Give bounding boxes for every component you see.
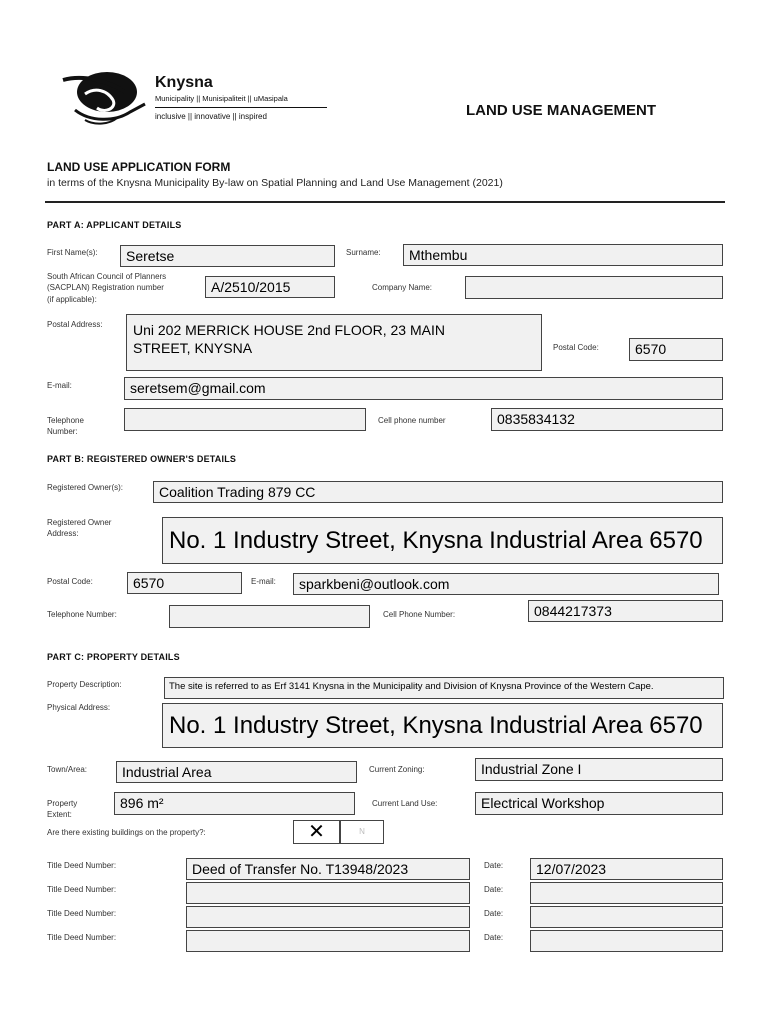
telephone-label-1: Telephone — [47, 416, 84, 425]
land-use-field[interactable]: Electrical Workshop — [475, 792, 723, 815]
sacplan-label-1: South African Council of Planners — [47, 272, 167, 281]
physical-address-label: Physical Address: — [47, 703, 111, 712]
header-rule — [155, 107, 327, 108]
owner-address-field[interactable]: No. 1 Industry Street, Knysna Industrial Area 6570 — [162, 517, 723, 564]
title-deed-field[interactable] — [186, 882, 470, 904]
owner-email-field[interactable]: sparkbeni@outlook.com — [293, 573, 719, 595]
first-name-field[interactable]: Seretse — [120, 245, 335, 267]
org-subtitle: Municipality || Munisipaliteit || uMasipala — [155, 94, 288, 103]
title-deed-field[interactable] — [186, 906, 470, 928]
part-c-heading: PART C: PROPERTY DETAILS — [47, 652, 180, 662]
owner-label: Registered Owner(s): — [47, 483, 124, 492]
extent-field[interactable]: 896 m² — [114, 792, 355, 815]
surname-field[interactable]: Mthembu — [403, 244, 723, 266]
extent-label-2: Extent: — [47, 810, 72, 819]
tagline: inclusive || innovative || inspired — [155, 112, 267, 121]
part-b-heading: PART B: REGISTERED OWNER'S DETAILS — [47, 454, 237, 464]
first-name-label: First Name(s): — [47, 248, 98, 257]
telephone-field[interactable] — [124, 408, 366, 431]
owner-cell-field[interactable]: 0844217373 — [528, 600, 723, 622]
sacplan-label-3: (if applicable): — [47, 295, 97, 304]
postal-address-line-1: Uni 202 MERRICK HOUSE 2nd FLOOR, 23 MAIN — [133, 322, 445, 338]
land-use-label: Current Land Use: — [372, 799, 438, 808]
title-deed-field[interactable] — [186, 930, 470, 952]
org-name: Knysna — [155, 74, 213, 91]
town-label: Town/Area: — [47, 765, 88, 774]
buildings-no-checkbox[interactable]: N — [340, 820, 384, 844]
title-deed-label: Title Deed Number: — [47, 933, 117, 942]
buildings-label: Are there existing buildings on the property?: — [47, 828, 206, 837]
date-field[interactable] — [530, 882, 723, 904]
date-field[interactable] — [530, 906, 723, 928]
owner-telephone-field[interactable] — [169, 605, 370, 628]
owner-postal-code-label: Postal Code: — [47, 577, 93, 586]
date-field[interactable] — [530, 930, 723, 952]
postal-address-field[interactable] — [126, 314, 542, 371]
company-label: Company Name: — [372, 283, 433, 292]
title-deed-field[interactable]: Deed of Transfer No. T13948/2023 — [186, 858, 470, 880]
date-label: Date: — [484, 885, 504, 894]
physical-address-field[interactable]: No. 1 Industry Street, Knysna Industrial Area 6570 — [162, 703, 723, 748]
form-title: LAND USE APPLICATION FORM — [47, 160, 231, 174]
extent-label-1: Property — [47, 799, 78, 808]
title-divider — [45, 201, 725, 203]
date-label: Date: — [484, 861, 504, 870]
owner-postal-code-field[interactable]: 6570 — [127, 572, 242, 594]
date-label: Date: — [484, 933, 504, 942]
title-deed-label: Title Deed Number: — [47, 861, 117, 870]
sacplan-label-2: (SACPLAN) Registration number — [47, 283, 164, 292]
property-description-field[interactable]: The site is referred to as Erf 3141 Knysna in the Municipality and Division of Knysna Province of the Western Cape. — [164, 677, 724, 699]
owner-telephone-label: Telephone Number: — [47, 610, 117, 619]
owner-address-label-1: Registered Owner — [47, 518, 112, 527]
postal-address-label: Postal Address: — [47, 320, 103, 329]
sacplan-field[interactable]: A/2510/2015 — [205, 276, 335, 298]
surname-label: Surname: — [346, 248, 381, 257]
knysna-logo — [55, 62, 155, 128]
form-subtitle: in terms of the Knysna Municipality By-law on Spatial Planning and Land Use Management (2021) — [47, 177, 503, 189]
postal-code-label: Postal Code: — [553, 343, 599, 352]
buildings-yes-checkbox[interactable]: ✕ — [293, 820, 340, 844]
email-label: E-mail: — [47, 381, 72, 390]
zoning-label: Current Zoning: — [369, 765, 425, 774]
property-description-label: Property Description: — [47, 680, 122, 689]
cell-label: Cell phone number — [378, 416, 446, 425]
date-label: Date: — [484, 909, 504, 918]
owner-field[interactable]: Coalition Trading 879 CC — [153, 481, 723, 503]
company-field[interactable] — [465, 276, 723, 299]
owner-email-label: E-mail: — [251, 577, 276, 586]
telephone-label-2: Number: — [47, 427, 78, 436]
department-title: LAND USE MANAGEMENT — [466, 102, 656, 119]
town-field[interactable]: Industrial Area — [116, 761, 357, 783]
cell-field[interactable]: 0835834132 — [491, 408, 723, 431]
postal-address-line-2: STREET, KNYSNA — [133, 340, 253, 356]
zoning-field[interactable]: Industrial Zone I — [475, 758, 723, 781]
owner-address-label-2: Address: — [47, 529, 79, 538]
part-a-heading: PART A: APPLICANT DETAILS — [47, 220, 182, 230]
postal-code-field[interactable]: 6570 — [629, 338, 723, 361]
owner-cell-label: Cell Phone Number: — [383, 610, 456, 619]
knysna-logo-icon — [55, 62, 155, 128]
title-deed-label: Title Deed Number: — [47, 909, 117, 918]
date-field[interactable]: 12/07/2023 — [530, 858, 723, 880]
title-deed-label: Title Deed Number: — [47, 885, 117, 894]
email-field[interactable]: seretsem@gmail.com — [124, 377, 723, 400]
